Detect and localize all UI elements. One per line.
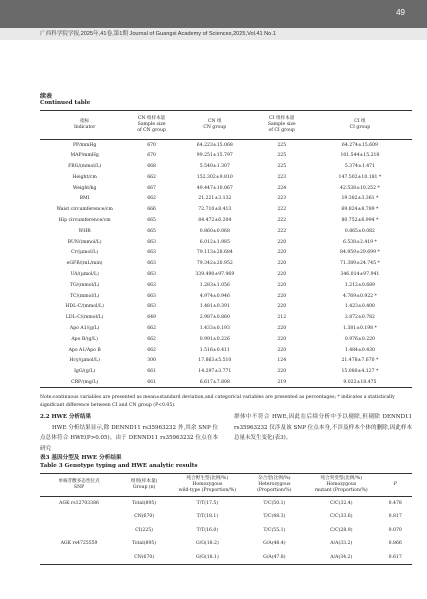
table-cell: CN(670) <box>134 554 155 560</box>
table2-header-row <box>40 111 412 140</box>
table-cell: 0.817 <box>388 514 402 520</box>
header-homozygous-mutant: 纯合突变型(比例/%) Homozygous mutant (Proportion/%) <box>314 476 368 493</box>
table-cell: 19.382±3.361 * <box>341 196 379 202</box>
table-cell: 79.113±28.684 <box>196 250 233 256</box>
table-cell: 670 <box>147 142 156 148</box>
table-cell: 224 <box>277 185 287 191</box>
table-row <box>40 150 412 161</box>
table-cell: 49.447±10.067 <box>196 185 233 191</box>
table-cell: 5.374±1.471 <box>344 163 375 169</box>
header-cn-group: CN 组 CN group <box>203 119 227 130</box>
page-number: 49 <box>396 8 405 17</box>
table-cell: 662 <box>147 174 156 180</box>
table-cell: Total(895) <box>132 541 157 547</box>
paragraph-left: HWE 分析结果显示,除 DENND11 rs35963232 外,其余 SNP 位点总体符合 HWE(P>0.05)。由于 DENND11 rs35963232 位点在本研究 <box>40 424 218 452</box>
table-row <box>40 510 412 524</box>
table-cell: A/A(34.2) <box>330 554 353 560</box>
table-cell: 4.769±0.922 * <box>342 293 377 299</box>
table-row <box>40 226 412 237</box>
table-cell: Weight/kg <box>72 185 97 191</box>
header-ci-sample-size: CI 组样本量 Sample size of CI group <box>267 116 296 133</box>
table-cell: 300 <box>147 358 156 364</box>
table-row <box>40 345 412 356</box>
table-cell: 220 <box>277 347 287 353</box>
table3-header-row <box>40 474 412 497</box>
table-cell: 124 <box>277 358 287 364</box>
table-cell: 339.490±97.969 <box>195 271 235 277</box>
header-indicator: 指标 Indicator <box>73 119 96 130</box>
table-cell: 64.274±15.609 <box>341 142 378 148</box>
table-cell: Apo B/(g/L) <box>71 336 98 342</box>
table-cell: C/C(28.9) <box>330 527 353 533</box>
table-cell: UA/(μmol/L) <box>70 271 99 277</box>
table-cell: 42.538±10.252 * <box>340 185 380 191</box>
table-cell: 220 <box>277 304 287 310</box>
table-cell: Total(895) <box>132 501 157 506</box>
table-cell: 670 <box>147 153 156 159</box>
table-cell: PP/mmHg <box>72 142 97 148</box>
table3-title-en: Table 3 Genotype typing and HWE analytic results <box>40 463 198 469</box>
table-cell: 663 <box>147 293 156 299</box>
table-cell: 661 <box>147 379 156 385</box>
table-row <box>40 204 412 215</box>
table-cell: 1.484±0.430 <box>344 347 375 353</box>
table-cell: 666 <box>147 207 156 213</box>
table-cell: Hip circumference/cm <box>58 217 111 223</box>
table-cell: T/T(16.0) <box>196 527 219 533</box>
table3-body <box>40 497 412 565</box>
section-heading: 2.2 HWE 分析结果 <box>40 414 91 420</box>
text-column-left <box>40 412 218 454</box>
table-cell: 225 <box>277 142 287 148</box>
table-cell: MAP/mmHg <box>70 153 99 159</box>
table-cell: 15.080±4.127 * <box>341 369 379 375</box>
table2 <box>40 110 412 388</box>
table-cell: C/C(33.6) <box>330 514 353 520</box>
table-cell: eGFR/(mL/min) <box>66 261 103 267</box>
table-cell: 222 <box>277 217 287 223</box>
table-cell: 101.544±15.218 <box>340 153 380 159</box>
table-cell: 1.423±0.400 <box>344 304 375 310</box>
table-cell: G/A(48.4) <box>263 541 286 547</box>
table-cell: CRP/(mg/L) <box>71 379 99 385</box>
table-cell: 0.865±0.082 <box>344 228 375 234</box>
table2-title-en: Continued table <box>40 100 91 106</box>
table-cell: 665 <box>147 228 156 234</box>
table-cell: 220 <box>277 325 287 331</box>
table-cell: 0.866 <box>388 541 402 547</box>
table-row <box>40 334 412 345</box>
table-cell <box>40 551 118 565</box>
table-cell: 663 <box>147 250 156 256</box>
paragraph-right: 群体中不符合 HWE,因此在后续分析中予以剔除,但剔除 DENND11 rs35963232 仅涉及该 SNP 位点本身,不涉及样本个体的删除,因此样本总量未发生变化(表3)。 <box>234 414 412 441</box>
table-cell: 69.824±8.789 * <box>341 207 379 213</box>
table-cell: 21.478±7.670 * <box>341 358 379 364</box>
table-cell: 223 <box>277 174 287 180</box>
table-cell: 0.860±0.068 <box>199 228 230 234</box>
table-cell: BMI <box>79 196 90 202</box>
table-cell: 663 <box>147 282 156 288</box>
table-cell: 6.617±7.808 <box>199 379 230 385</box>
table-cell: Apo A1/(g/L) <box>69 325 100 331</box>
table-cell: 220 <box>277 271 287 277</box>
table-cell: 14.297±3.771 <box>198 369 232 375</box>
table-cell: 222 <box>277 207 287 213</box>
table-cell: 71.389±24.745 * <box>340 261 380 267</box>
table-cell: G/G(18.2) <box>196 541 219 547</box>
table-row <box>40 140 412 151</box>
table-row <box>40 355 412 366</box>
header-group: 组别(样本量) Group (n) <box>130 479 158 490</box>
table-cell: 64.223±15.068 <box>196 142 233 148</box>
table-cell: 72.710±8.413 <box>198 207 232 213</box>
table-cell: 99.251±15.797 <box>196 153 233 159</box>
table-cell: 2.872±0.782 <box>344 315 375 321</box>
table-cell: 1.516±0.411 <box>199 347 230 353</box>
table-row <box>40 280 412 291</box>
table-cell: 17.863±5.510 <box>198 358 232 364</box>
table-row <box>40 215 412 226</box>
header-ci-group: CI 组 CI group <box>349 119 371 130</box>
table-cell: 225 <box>277 163 287 169</box>
table-cell: 663 <box>147 261 156 267</box>
table-cell: 663 <box>147 239 156 245</box>
table-cell: Hcy/(μmol/L) <box>69 358 100 364</box>
table-cell: CN(670) <box>134 514 155 520</box>
table-cell: BUN/(mmol/L) <box>67 239 102 245</box>
table-cell: 220 <box>277 369 287 375</box>
table-row <box>40 258 412 269</box>
table-row <box>40 323 412 334</box>
table-cell: 220 <box>277 282 287 288</box>
table-cell: 220 <box>277 293 287 299</box>
table-cell: 1.433±0.193 <box>199 325 230 331</box>
table-cell: 223 <box>277 196 287 202</box>
table-cell: 2.987±0.860 <box>199 315 230 321</box>
table-row <box>40 247 412 258</box>
table-cell: HDL-C/(mmol/L) <box>65 304 104 310</box>
table-cell: Cr/(μmol/L) <box>71 250 99 256</box>
table-cell: 4.974±0.946 <box>199 293 230 299</box>
journal-running-head: 广西科学院学报,2025年,41卷,第1期 Journal of Guangxi Academy of Sciences,2025,Vol.41 No.1 <box>0 28 427 40</box>
table-cell: T/C(50.1) <box>263 501 286 506</box>
table-cell: 661 <box>147 369 156 375</box>
table-cell: 225 <box>277 153 287 159</box>
table-cell: 0.478 <box>388 501 402 506</box>
table-cell: 220 <box>277 239 287 245</box>
table-row <box>40 237 412 248</box>
table2-body <box>40 140 412 388</box>
table-cell: 79.342±20.952 <box>196 261 233 267</box>
table-cell: 0.617 <box>388 554 402 560</box>
table-cell: T/T(18.1) <box>196 514 219 520</box>
table-cell: 219 <box>277 379 287 385</box>
table3 <box>40 473 412 565</box>
table-cell: 152.302±9.810 <box>196 174 233 180</box>
table-row <box>40 366 412 377</box>
table-cell: 84.472±6.204 <box>198 217 232 223</box>
table-row <box>40 377 412 388</box>
table-row <box>40 312 412 323</box>
table-row <box>40 524 412 538</box>
table-row <box>40 172 412 183</box>
header-heterozygous: 杂合型(比例/%) Heterozygous (Proportion/%) <box>257 476 292 493</box>
table-cell: 667 <box>147 185 156 191</box>
table-cell: 5.540±1.307 <box>199 163 230 169</box>
table-row <box>40 161 412 172</box>
table-cell: 220 <box>277 336 287 342</box>
table-cell: TG/(mmol/L) <box>69 282 100 288</box>
table-cell: TC/(mmol/L) <box>70 293 100 299</box>
table-cell: IgG/(g/L) <box>74 369 96 375</box>
table-cell: G/A(47.8) <box>263 554 286 560</box>
table-cell <box>40 510 118 524</box>
table-cell: Apo A1/Apo B <box>68 347 101 353</box>
table-cell: T/T(17.5) <box>196 501 219 506</box>
table-cell: 84.959±29.699 * <box>340 250 380 256</box>
table-cell: 665 <box>147 217 156 223</box>
table-cell: 6.538±2.419 * <box>342 239 377 245</box>
table-cell: 220 <box>277 261 287 267</box>
table2-note: Note:continuous variables are presented as mean±standard deviation,and categorical variables are presented as percentages; * indicates a statistically significant difference between CI and CN group (P<0.05). <box>40 395 395 408</box>
table-cell: Waist circumference/cm <box>56 207 113 213</box>
table-row <box>40 291 412 302</box>
table-cell: 1.481±0.391 <box>199 304 230 310</box>
table-cell: C/C(32.4) <box>330 501 353 506</box>
table-cell: 147.502±10.181 * <box>338 174 382 180</box>
table-row <box>40 551 412 565</box>
table-cell: 662 <box>147 336 156 342</box>
header-p-value: P <box>393 482 397 487</box>
table-cell: 0.070 <box>388 527 402 533</box>
table-cell: 222 <box>277 228 287 234</box>
table2-title-cn: 续表 <box>40 93 53 100</box>
table-cell: 80.752±6.994 * <box>341 217 379 223</box>
table-row <box>40 497 412 511</box>
table-cell: 663 <box>147 271 156 277</box>
table-cell: 662 <box>147 325 156 331</box>
page-header-bar <box>0 0 427 28</box>
table-cell: 21.221±3.132 <box>198 196 232 202</box>
table-cell: 662 <box>147 347 156 353</box>
table-cell: 668 <box>147 163 156 169</box>
table-cell: 649 <box>147 315 156 321</box>
table-cell: 0.991±0.226 <box>199 336 230 342</box>
table-cell: 662 <box>147 196 156 202</box>
table-cell: 1.283±1.056 <box>199 282 230 288</box>
table-cell: 1.381±0.198 * <box>342 325 377 331</box>
table-cell: T/C(48.3) <box>263 514 286 520</box>
table3-title-cn: 表3 基因分型及 HWE 分析结果 <box>40 455 122 461</box>
table-cell: 6.012±1.985 <box>199 239 230 245</box>
table-cell: AGK rs4725559 <box>60 541 98 547</box>
header-homozygous-wild: 纯合野生型(比例/%) Homozygous wild-type (Proportion/%) <box>178 476 237 493</box>
table-cell: 1.212±0.689 <box>344 282 375 288</box>
table-cell: FBG/(mmol/L) <box>68 163 102 169</box>
header-snp: 单核苷酸多态性位点 SNP <box>58 479 100 490</box>
table-cell: A/A(33.2) <box>330 541 353 547</box>
table-row <box>40 301 412 312</box>
table-row <box>40 269 412 280</box>
table-cell: 663 <box>147 304 156 310</box>
table-cell: 0.976±0.220 <box>344 336 375 342</box>
header-cn-sample-size: CN 组样本量 Sample size of CN group <box>137 116 166 133</box>
table-row <box>40 537 412 551</box>
table-cell: G/G(18.1) <box>196 554 219 560</box>
table-cell: T/C(55.1) <box>263 527 286 533</box>
table-cell: 220 <box>277 250 287 256</box>
table-row <box>40 183 412 194</box>
table-cell: CI(225) <box>135 527 153 533</box>
table-row <box>40 193 412 204</box>
table-cell: 212 <box>277 315 287 321</box>
table-cell: 346.014±97.941 <box>340 271 380 277</box>
table-cell: 9.022±18.475 <box>343 379 377 385</box>
table-cell: WHR <box>78 228 91 234</box>
table-cell: LDL-C/(mmol/L) <box>65 315 104 321</box>
table-cell: Height/cm <box>72 174 97 180</box>
table-cell: AGK rs12703386 <box>59 501 99 506</box>
table-cell <box>40 524 118 538</box>
